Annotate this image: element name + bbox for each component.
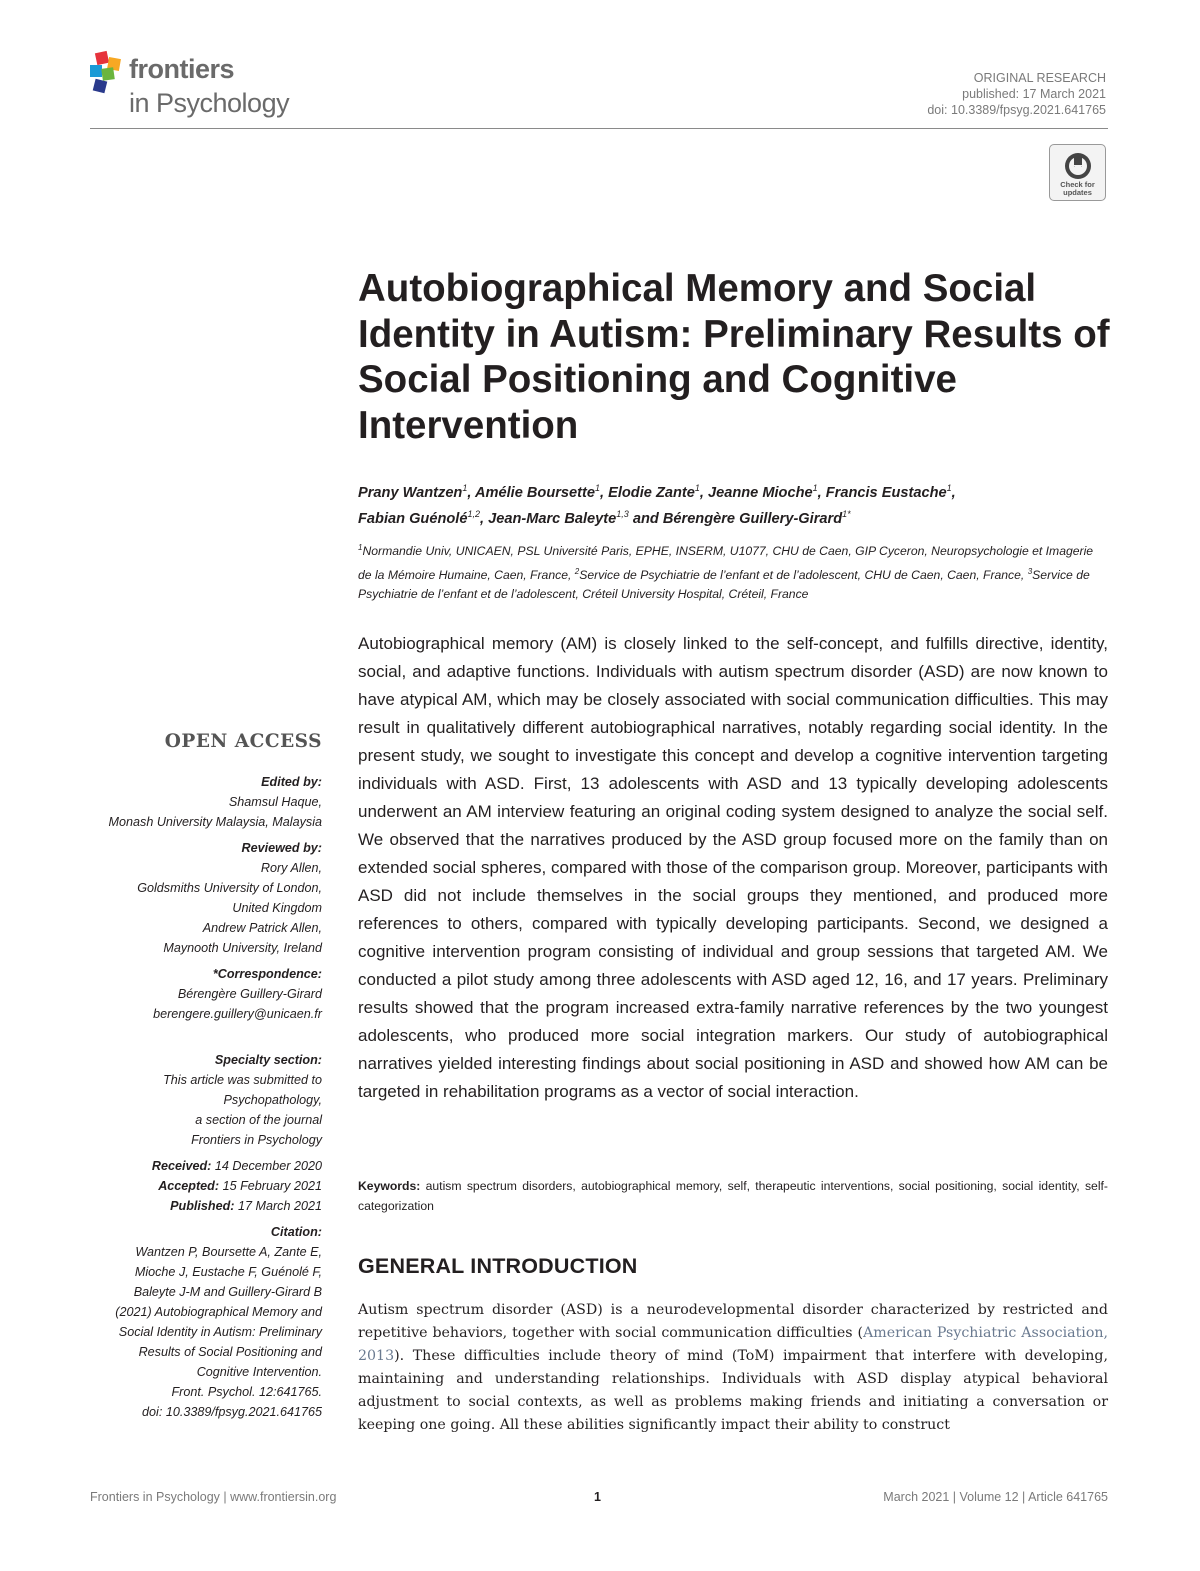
citation: Citation: Wantzen P, Boursette A, Zante E, Mioche J, Eustache F, Guénolé F, Baleyte J-M and Guillery-Girard B (2021) Autobiographical Memory and Social Identity in Autism: Preliminary Results of Social Positioning and Cognitive Intervention. Front. Psychol. 12:641765. doi: 10.3389/fpsyg.2021.641765 [60, 1222, 322, 1422]
footer-journal-link[interactable]: Frontiers in Psychology | www.frontiersin.org [90, 1490, 337, 1504]
citation-link[interactable]: American Psychiatric Association, 2013 [358, 1325, 1109, 1364]
logo-brand-text: frontiers [129, 54, 235, 84]
check-updates-icon [1063, 151, 1093, 181]
keywords [358, 1176, 1108, 1216]
reviewer-name[interactable]: Rory Allen, [260, 861, 322, 875]
author[interactable]: Amélie Boursette [474, 484, 595, 501]
author[interactable]: Prany Wantzen [358, 484, 463, 501]
section-heading: GENERAL INTRODUCTION [358, 1254, 638, 1278]
received-date: 14 December 2020 [214, 1159, 322, 1173]
correspondence: *Correspondence: Bérengère Guillery-Girard berengere.guillery@unicaen.fr [60, 964, 322, 1024]
editor-name[interactable]: Shamsul Haque, [228, 795, 322, 809]
author[interactable]: Francis Eustache [825, 484, 947, 501]
affiliations: $^1$Normandie Univ, UNICAEN, PSL Université Paris, EPHE, INSERM, U1077, CHU de Caen, GIP Cyceron, Neuropsychologie et Imagerie de la Mémoire Humaine, Caen, France, $^2$Service de Psychiatrie de l’enfant et de l’adolescent, CHU de Caen, Caen, France, $^3$Service de Psychiatrie de l’enfant et de l’adolescent, Créteil University Hospital, Créteil, France [358, 543, 1094, 602]
reviewed-by: Reviewed by: Rory Allen, Goldsmiths University of London, United Kingdom Andrew Patrick Allen, Maynooth University, Ireland [60, 838, 322, 958]
author-list: Prany Wantzen$^1$, Amélie Boursette$^1$, Elodie Zante$^1$, Jeanne Mioche$^1$, Francis Eustache$^1$, Fabian Guénolé$^{1,2}$, Jean-Marc Baleyte$^{1,3}$ and Bérengère Guillery-Girard$^{1*}$ [358, 483, 956, 527]
affiliation: Service de Psychiatrie de l’enfant et de l’adolescent, Créteil University Hospital, Créteil, France [358, 567, 1090, 602]
edited-by: Edited by: Shamsul Haque, Monash University Malaysia, Malaysia [60, 772, 322, 832]
journal-logo[interactable] [88, 50, 318, 125]
affiliation: Normandie Univ, UNICAEN, PSL Université Paris, EPHE, INSERM, U1077, CHU de Caen, GIP Cyceron, Neuropsychologie et Imagerie de la Mémoire Humaine, Caen, France, [358, 544, 1094, 582]
logo-journal-text: in Psychology [129, 88, 290, 118]
article-meta [927, 70, 1106, 118]
published-date-sidebar: 17 March 2021 [237, 1199, 322, 1213]
abstract: Autobiographical memory (AM) is closely linked to the self-concept, and fulfills directive, identity, social, and adaptive functions. Individuals with autism spectrum disorder (ASD) are now known to have atypical AM, which may be closely associated with social communication difficulties. This may result in qualitatively different autobiographical narratives, notably regarding social identity. In the present study, we sought to investigate this concept and develop a cognitive intervention targeting individuals with ASD. First, 13 adolescents with ASD and 13 typically developing adolescents underwent an AM interview featuring an original coding system designed to analyze the social self. We observed that the narratives produced by the ASD group focused more on the family than on extended social spheres, compared with those of the comparison group. Moreover, participants with ASD did not include themselves in the social groups they mentioned, and produced more references to others, compared with typically developing participants. Second, we designed a cognitive intervention program consisting of individual and group sessions that targeted AM. We conducted a pilot study among three adolescents with ASD aged 12, 16, and 17 years. Preliminary results showed that the program increased extra-family narrative references by the two youngest adolescents, who produced more social integration markers. Our study of autobiographical narratives yielded interesting findings about social positioning in ASD and showed how AM can be targeted in rehabilitation programs as a vector of social interaction. [358, 634, 1108, 1101]
article-title: Autobiographical Memory and Social Identity in Autism: Preliminary Results of Social Positioning and Cognitive Intervention [358, 267, 1110, 447]
author[interactable]: Jean-Marc Baleyte [488, 510, 617, 527]
keywords-label: Keywords: [358, 1179, 421, 1193]
author[interactable]: Fabian Guénolé [358, 510, 468, 527]
intro-paragraph: Autism spectrum disorder (ASD) is a neurodevelopmental disorder characterized by restricted and repetitive behaviors, together with social communication difficulties (American Psychiatric Association, 2013). These difficulties include theory of mind (ToM) impairment that interfere with developing, maintaining and understanding relationships. Individuals with ASD display atypical behavioral adjustment to social contexts, as well as problems making friends and initiating a conversation or keeping one going. All these abilities significantly impact their ability to construct [358, 1302, 1109, 1433]
author[interactable]: Jeanne Mioche [708, 484, 813, 501]
footer-volume-info: March 2021 | Volume 12 | Article 641765 [883, 1490, 1108, 1504]
article-type: ORIGINAL RESEARCH [973, 71, 1106, 85]
check-updates-label: Check for updates [1060, 180, 1095, 197]
open-access-label: OPEN ACCESS [164, 731, 322, 752]
citation-doi[interactable]: doi: 10.3389/fpsyg.2021.641765 [142, 1405, 322, 1419]
affiliation: Service de Psychiatrie de l’enfant et de l’adolescent, CHU de Caen, Caen, France, [579, 567, 1025, 582]
dates: Received: 14 December 2020 Accepted: 15 February 2021 Published: 17 March 2021 [151, 1159, 322, 1213]
keywords-list: autism spectrum disorders, autobiographical memory, self, therapeutic interventions, social positioning, social identity, self-categorization [358, 1179, 1108, 1213]
specialty-section: Specialty section: This article was submitted to Psychopathology, a section of the journal Frontiers in Psychology [163, 1053, 322, 1147]
author[interactable]: Bérengère Guillery-Girard [662, 510, 843, 527]
check-for-updates-button[interactable] [1049, 144, 1106, 201]
header-divider [90, 128, 1108, 129]
frontiers-logo-icon [88, 50, 128, 98]
sidebar-metadata [60, 732, 322, 1428]
correspondence-email[interactable]: berengere.guillery@unicaen.fr [153, 1007, 322, 1021]
accepted-date: 15 February 2021 [222, 1179, 322, 1193]
page-number: 1 [594, 1490, 601, 1504]
doi-link[interactable]: doi: 10.3389/fpsyg.2021.641765 [927, 103, 1106, 117]
author[interactable]: Elodie Zante [608, 484, 695, 501]
reviewer-name[interactable]: Andrew Patrick Allen, [202, 921, 322, 935]
published-date: published: 17 March 2021 [962, 87, 1106, 101]
